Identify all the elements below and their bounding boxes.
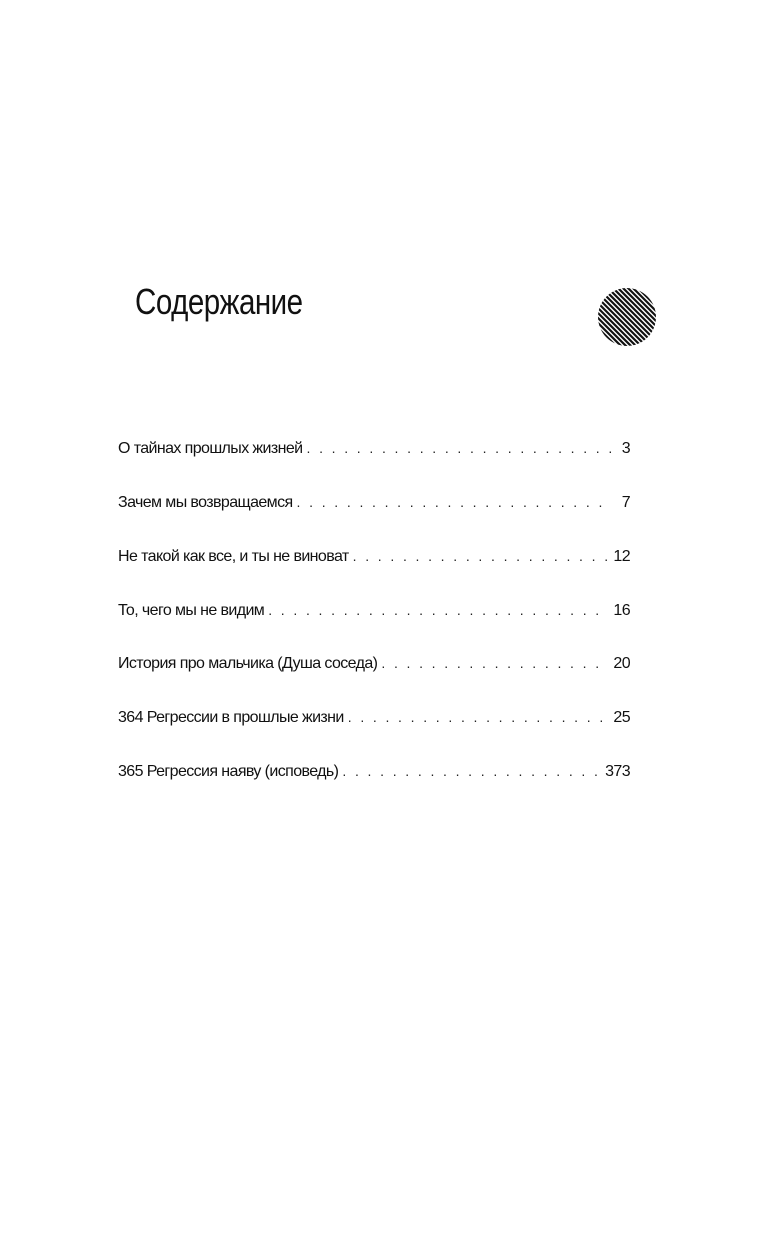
toc-dot-leader (381, 655, 609, 671)
toc-entry-page: 16 (613, 602, 630, 619)
toc-entry-page: 12 (613, 548, 630, 565)
toc-entry-title: Не такой как все, и ты не виноват (118, 548, 349, 565)
toc-entry[interactable] (118, 709, 630, 739)
toc-entry-title: История про мальчика (Душа соседа) (118, 655, 378, 672)
toc-entry-page: 3 (621, 440, 630, 457)
toc-entry-page: 25 (613, 709, 630, 726)
toc-entry-page: 7 (621, 494, 630, 511)
page-title: Содержание (135, 281, 303, 322)
toc-entry-title: О тайнах прошлых жизней (118, 440, 303, 457)
toc-entry-title: То, чего мы не видим (118, 602, 265, 619)
toc-dot-leader (306, 440, 612, 456)
striped-circle-icon (597, 287, 657, 347)
toc-entry[interactable] (118, 655, 630, 685)
toc-entry-page: 20 (613, 655, 630, 672)
toc-entry[interactable] (118, 494, 630, 524)
toc-dot-leader (353, 548, 610, 564)
toc-entry-title: 364 Регрессии в прошлые жизни (118, 709, 344, 726)
toc-entry[interactable] (118, 440, 630, 470)
toc-dot-leader (268, 602, 609, 618)
toc-dot-leader (348, 709, 610, 725)
toc-entry-title: Зачем мы возвращаемся (118, 494, 293, 511)
toc-dot-leader (297, 494, 612, 510)
toc-entry[interactable] (118, 602, 630, 632)
toc-entry-page: 373 (605, 763, 630, 780)
toc-entry[interactable] (118, 548, 630, 578)
toc-entry[interactable] (118, 763, 630, 793)
toc-dot-leader (342, 763, 601, 779)
toc-entry-title: 365 Регрессия наяву (исповедь) (118, 763, 339, 780)
